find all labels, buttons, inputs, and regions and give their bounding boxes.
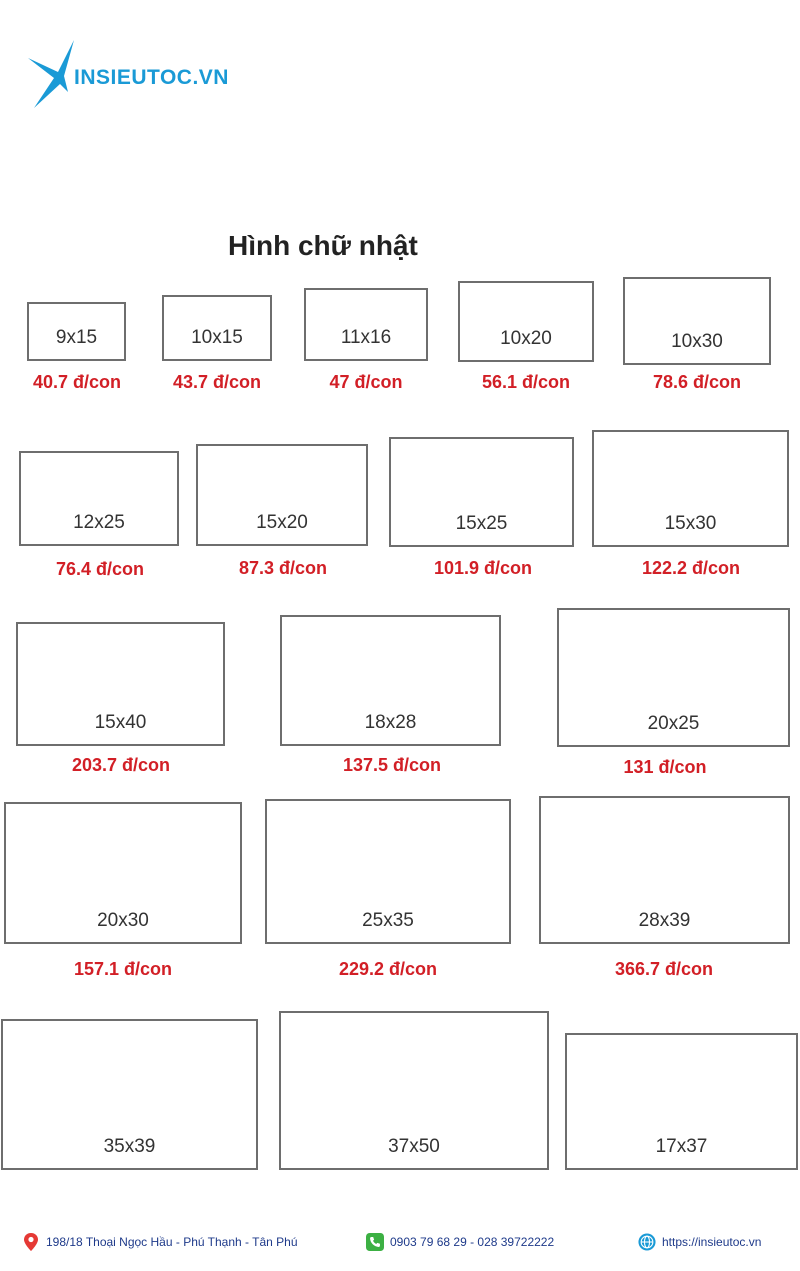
price-25x35: 229.2 đ/con — [338, 959, 438, 979]
shape-15x25 — [389, 437, 574, 547]
shape-37x50 — [279, 1011, 549, 1170]
shape-label: 15x20 — [256, 512, 308, 533]
shape-15x40 — [16, 622, 225, 746]
shape-label: 15x30 — [664, 513, 717, 534]
price-10x30: 78.6 đ/con — [652, 372, 742, 392]
shape-10x15 — [162, 295, 272, 361]
footer-phone — [366, 1232, 554, 1252]
shape-20x30 — [4, 802, 242, 944]
brand-logo — [28, 40, 238, 110]
phone-text: 0903 79 68 29 - 028 39722222 — [390, 1235, 555, 1249]
shape-label: 17x37 — [655, 1136, 708, 1157]
shape-label: 28x39 — [638, 910, 691, 931]
price-10x15: 43.7 đ/con — [172, 372, 262, 392]
shape-label: 35x39 — [103, 1136, 156, 1157]
shape-label: 37x50 — [388, 1136, 440, 1157]
price-12x25: 76.4 đ/con — [55, 559, 145, 579]
shape-label: 25x35 — [362, 910, 414, 931]
footer — [0, 1232, 800, 1256]
price-18x28: 137.5 đ/con — [342, 755, 442, 775]
shape-label: 12x25 — [73, 512, 125, 533]
shape-25x35 — [265, 799, 511, 944]
footer-address — [22, 1232, 298, 1252]
page-title: Hình chữ nhật — [228, 230, 418, 261]
price-15x30: 122.2 đ/con — [641, 558, 741, 578]
shape-label: 15x25 — [455, 513, 508, 534]
shape-10x30 — [623, 277, 771, 365]
shape-11x16 — [304, 288, 428, 361]
price-9x15: 40.7 đ/con — [32, 372, 122, 392]
shape-9x15 — [27, 302, 126, 361]
footer-website[interactable] — [638, 1232, 761, 1252]
website-link[interactable]: https://insieutoc.vn — [662, 1235, 762, 1249]
shape-28x39 — [539, 796, 790, 944]
price-15x25: 101.9 đ/con — [433, 558, 533, 578]
shape-12x25 — [19, 451, 179, 546]
brand-name: INSIEUTOC.VN — [74, 66, 229, 89]
shape-label: 20x30 — [97, 910, 149, 931]
price-10x20: 56.1 đ/con — [481, 372, 571, 392]
shape-35x39 — [1, 1019, 258, 1170]
shape-label: 18x28 — [364, 712, 417, 733]
phone-icon — [366, 1232, 384, 1252]
shape-15x30 — [592, 430, 789, 547]
shape-20x25 — [557, 608, 790, 747]
shape-label: 9x15 — [55, 327, 98, 348]
shape-label: 15x40 — [94, 712, 147, 733]
price-11x16: 47 đ/con — [329, 372, 403, 392]
shape-15x20 — [196, 444, 368, 546]
globe-icon — [638, 1232, 656, 1252]
shape-label: 11x16 — [340, 327, 392, 348]
price-15x40: 203.7 đ/con — [71, 755, 171, 775]
price-28x39: 366.7 đ/con — [614, 959, 714, 979]
shape-label: 10x30 — [671, 331, 723, 352]
shape-label: 10x15 — [191, 327, 243, 348]
shape-label: 10x20 — [500, 328, 552, 349]
shape-18x28 — [280, 615, 501, 746]
address-text: 198/18 Thoại Ngọc Hầu - Phú Thạnh - Tân Phú — [46, 1235, 298, 1249]
shape-10x20 — [458, 281, 594, 362]
shape-17x37 — [565, 1033, 798, 1170]
price-20x25: 131 đ/con — [623, 757, 707, 777]
shape-label: 20x25 — [647, 713, 700, 734]
location-pin-icon — [22, 1232, 40, 1252]
price-15x20: 87.3 đ/con — [238, 558, 328, 578]
price-20x30: 157.1 đ/con — [73, 959, 173, 979]
